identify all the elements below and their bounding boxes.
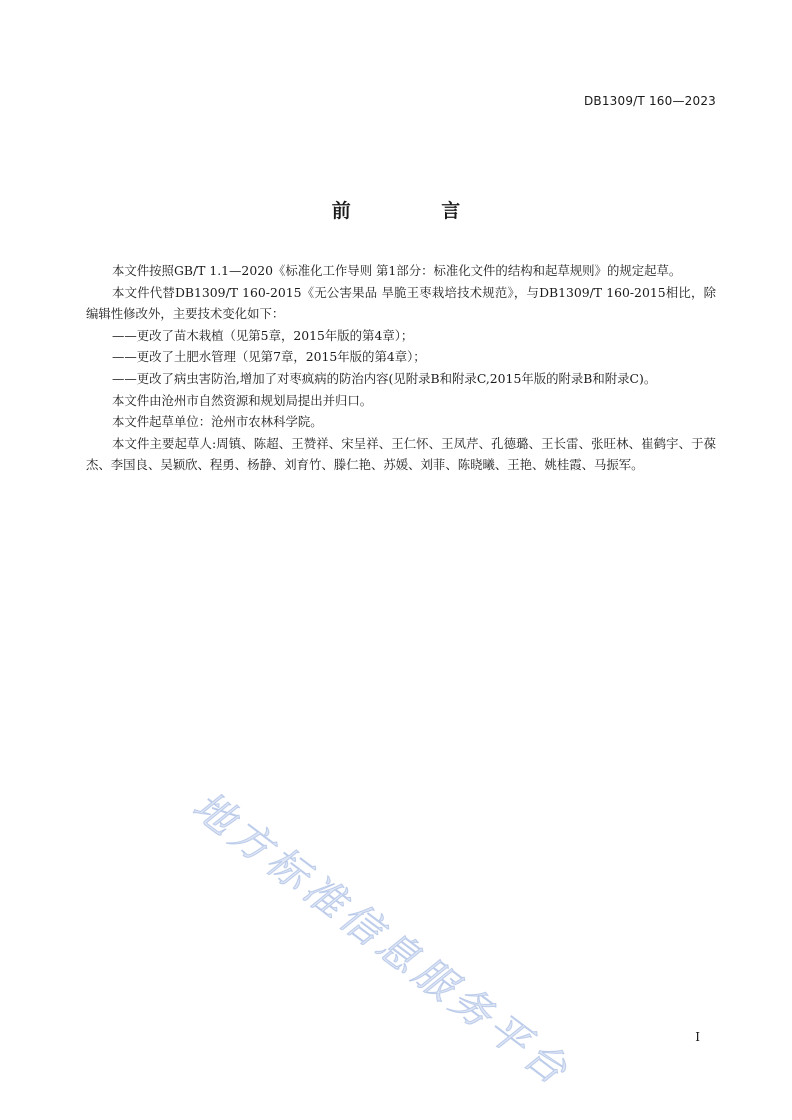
paragraph-proposer: 本文件由沧州市自然资源和规划局提出并归口。 [112, 392, 373, 408]
foreword-body [86, 260, 716, 476]
change-item-seedlings: ——更改了苗木栽植（见第5章，2015年版的第4章）； [112, 327, 414, 343]
paragraph-drafters: 本文件主要起草人:周镇、陈超、王赞祥、宋呈祥、王仁怀、王凤芹、孔德璐、王长雷、张旺林、崔鹤宇、于葆杰、李国良、吴颖欣、程勇、杨静、刘育竹、滕仁艳、苏媛、刘菲、陈晓曦、王艳、姚桂霞、马振军。 [86, 435, 716, 473]
watermark: 地方标准信息服务平台 [184, 782, 580, 1097]
change-item-pest-control: ——更改了病虫害防治,增加了对枣疯病的防治内容(见附录B和附录C,2015年版的附录B和附录C)。 [112, 370, 657, 386]
paragraph-drafting-unit: 本文件起草单位：沧州市农林科学院。 [112, 414, 323, 430]
paragraph-replacement: 本文件代替DB1309/T 160-2015《无公害果品 旱脆王枣栽培技术规范》，与DB1309/T 160-2015相比，除编辑性修改外，主要技术变化如下： [86, 284, 716, 322]
change-item-soil-fertilizer: ——更改了土肥水管理（见第7章，2015年版的第4章）； [112, 349, 426, 365]
page-title: 前 言 [331, 200, 503, 222]
page-number: I [695, 1030, 700, 1044]
paragraph-drafting-rule: 本文件按照GB/T 1.1—2020《标准化工作导则 第1部分：标准化文件的结构和起草规则》的规定起草。 [112, 263, 682, 278]
document-code: DB1309/T 160—2023 [583, 94, 716, 108]
